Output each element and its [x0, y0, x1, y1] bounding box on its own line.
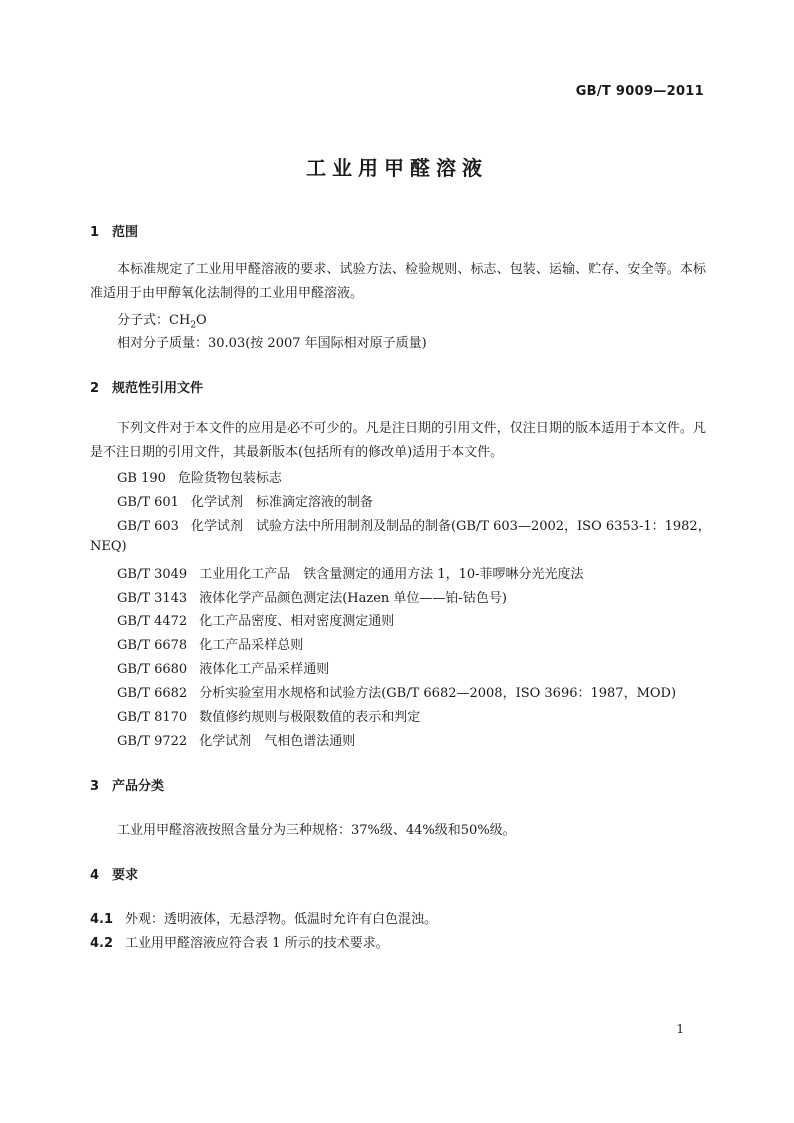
clause-text: 工业用甲醛溶液应符合表 1 所示的技术要求。: [125, 936, 389, 951]
classification-paragraph: 工业用甲醛溶液按照含量分为三种规格：37%级、44%级和50%级。: [117, 823, 516, 838]
reference-code: GB/T 4472: [117, 614, 188, 629]
section-title: 规范性引用文件: [112, 381, 204, 396]
reference-item: [117, 563, 584, 582]
reference-code: GB/T 603: [117, 519, 179, 534]
reference-code: GB/T 3143: [117, 591, 188, 606]
formula-o: O: [196, 313, 207, 328]
reference-item: [117, 706, 420, 725]
reference-code: GB/T 9722: [117, 734, 188, 749]
reference-item: [117, 467, 282, 486]
section-number: 3: [90, 779, 100, 794]
scope-paragraph: 本标准规定了工业用甲醛溶液的要求、试验方法、检验规则、标志、包装、运输、贮存、安全等。本标准适用于由甲醇氧化法制得的工业用甲醛溶液。: [90, 262, 706, 301]
formula-label: 分子式：: [117, 313, 170, 328]
reference-item: [117, 491, 373, 510]
reference-item: [117, 730, 355, 749]
reference-code: GB/T 6680: [117, 662, 188, 677]
clause-text: 外观：透明液体，无悬浮物。低温时允许有白色混浊。: [125, 912, 438, 927]
section-3-heading: [90, 775, 164, 794]
reference-code: GB/T 8170: [117, 710, 188, 725]
clause-4-1: [90, 908, 437, 927]
section-number: 2: [90, 381, 100, 396]
reference-code: GB/T 3049: [117, 567, 188, 582]
clause-number: 4.1: [90, 912, 114, 927]
reference-code: GB 190: [117, 471, 166, 486]
reference-title: 危险货物包装标志: [177, 471, 282, 486]
molecular-formula: [117, 309, 207, 331]
reference-item: [117, 658, 329, 677]
reference-continuation: NEQ): [90, 539, 127, 554]
standard-code: GB/T 9009—2011: [575, 84, 704, 99]
page-number: 1: [676, 1022, 684, 1036]
reference-title: 工业用化工产品 铁含量测定的通用方法 1，10-菲啰啉分光光度法: [199, 567, 584, 582]
reference-code: GB/T 6682: [117, 686, 188, 701]
reference-title: 化学试剂 气相色谱法通则: [199, 734, 356, 749]
section-1-heading: [90, 221, 138, 240]
reference-title: 数值修约规则与极限数值的表示和判定: [199, 710, 421, 725]
reference-title: 化学试剂 标准滴定溶液的制备: [190, 495, 373, 510]
reference-title: 液体化学产品颜色测定法(Hazen 单位——铂-钴色号): [199, 591, 507, 606]
reference-item: [117, 587, 507, 606]
reference-item: [117, 682, 676, 701]
formula-subscript: 2: [190, 320, 197, 331]
section-title: 范围: [112, 225, 139, 240]
reference-title: 液体化工产品采样通则: [199, 662, 330, 677]
reference-title: 化学试剂 试验方法中所用制剂及制品的制备(GB/T 603—2002，ISO 6353-1：1982，: [190, 519, 711, 534]
section-title: 产品分类: [112, 779, 165, 794]
clause-number: 4.2: [90, 936, 114, 951]
section-number: 4: [90, 868, 100, 883]
reference-item: [117, 634, 303, 653]
reference-title: 化工产品采样总则: [199, 638, 304, 653]
formula-ch: CH: [169, 313, 191, 328]
section-title: 要求: [112, 868, 139, 883]
document-title: 工业用甲醛溶液: [306, 156, 488, 180]
section-4-heading: [90, 864, 138, 883]
reference-title: 化工产品密度、相对密度测定通则: [199, 614, 395, 629]
reference-code: GB/T 601: [117, 495, 179, 510]
reference-code: GB/T 6678: [117, 638, 188, 653]
molecular-mass: 相对分子质量：30.03(按 2007 年国际相对原子质量): [117, 336, 427, 351]
reference-item: [117, 610, 394, 629]
reference-title: 分析实验室用水规格和试验方法(GB/T 6682—2008，ISO 3696：1987，MOD): [199, 686, 677, 701]
reference-item: [117, 515, 711, 534]
clause-4-2: [90, 932, 389, 951]
section-2-heading: [90, 377, 203, 396]
section-number: 1: [90, 225, 100, 240]
references-paragraph: 下列文件对于本文件的应用是必不可少的。凡是注日期的引用文件，仅注日期的版本适用于本文件。凡是不注日期的引用文件，其最新版本(包括所有的修改单)适用于本文件。: [90, 421, 706, 460]
